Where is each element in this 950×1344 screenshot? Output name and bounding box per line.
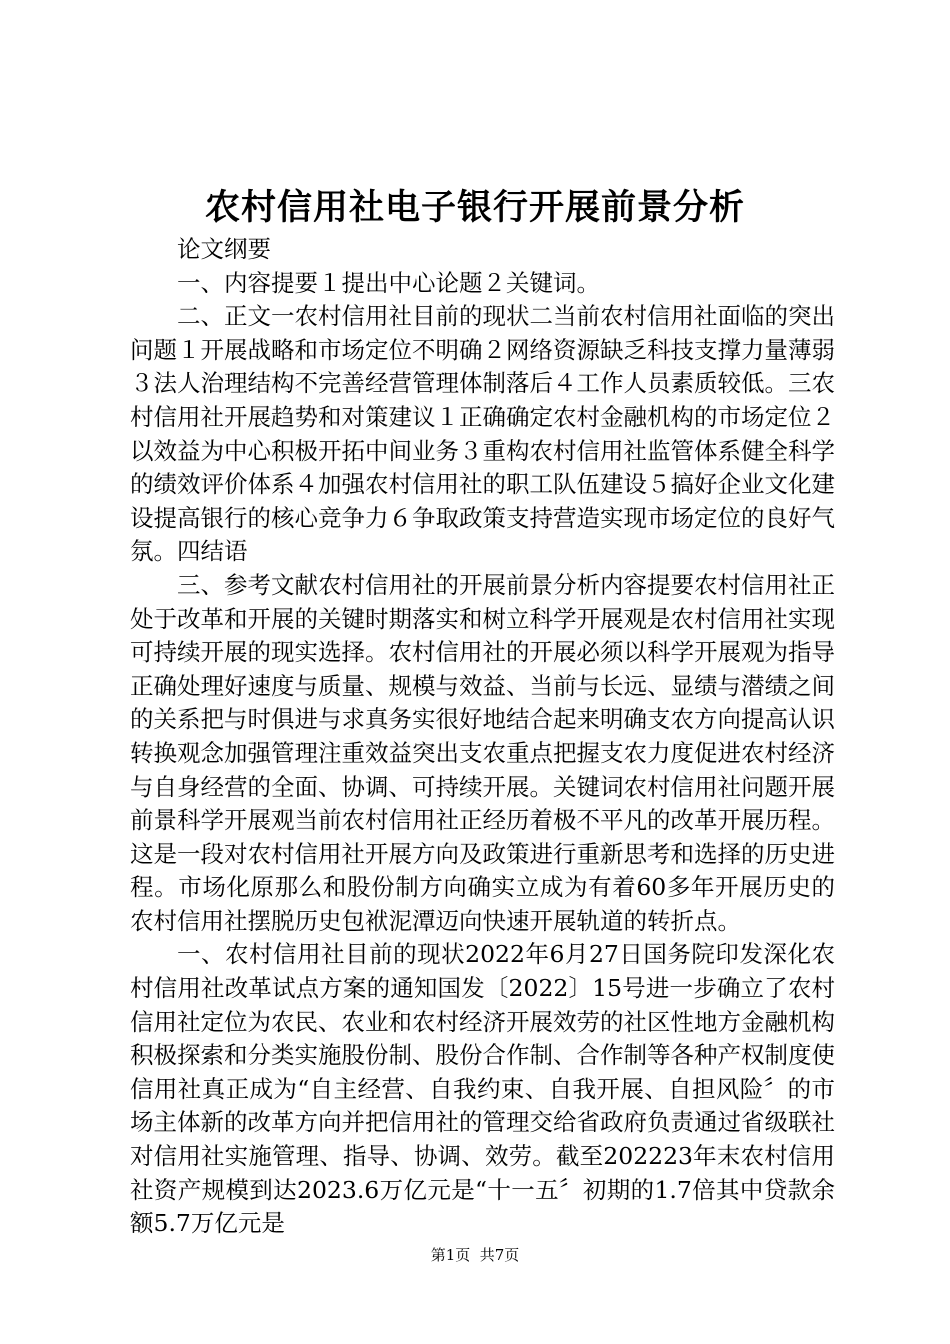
section-current-status: 一、农村信用社目前的现状2022年6月27日国务院印发深化农村信用社改革试点方案的通知国发〔2022〕15号进一步确立了农村信用社定位为农民、农业和农村经济开展效劳的社区性地方金融机构积极探索和分类实施股份制、股份合作制、合作制等各种产权制度使信用社真正成为“自主经营、自我约束、自我开展、自担风险〞的市场主体新的改革方向并把信用社的管理交给省政府负责通过省级联社对信用社实施管理、指导、协调、效劳。截至202223年末农村信用社资产规模到达2023.6万亿元是“十一五〞初期的1.7倍其中贷款余额5.7万亿元是 [130, 940, 835, 1238]
outline-item-main-text: 二、正文一农村信用社目前的现状二当前农村信用社面临的突出问题１开展战略和市场定位不明确２网络资源缺乏科技支撑力量薄弱３法人治理结构不完善经营管理体制落后４工作人员素质较低。三农村信用社开展趋势和对策建议１正确确定农村金融机构的市场定位２以效益为中心积极开拓中间业务３重构农村信用社监管体系健全科学的绩效评价体系４加强农村信用社的职工队伍建设５搞好企业文化建设提高银行的核心竞争力６争取政策支持营造实现市场定位的良好气氛。四结语 [130, 302, 835, 566]
page-number: 第1页 共7页 [430, 1246, 520, 1264]
document-title: 农村信用社电子银行开展前景分析 [204, 188, 745, 228]
document-body [130, 233, 835, 1241]
page-footer [0, 1244, 950, 1266]
outline-heading: 论文纲要 [177, 235, 271, 263]
outline-item-references-and-abstract: 三、参考文献农村信用社的开展前景分析内容提要农村信用社正处于改革和开展的关键时期落实和树立科学开展观是农村信用社实现可持续开展的现实选择。农村信用社的开展必须以科学开展观为指导正确处理好速度与质量、规模与效益、当前与长远、显绩与潜绩之间的关系把与时俱进与求真务实很好地结合起来明确支农方向提高认识转换观念加强管理注重效益突出支农重点把握支农力度促进农村经济与自身经营的全面、协调、可持续开展。关键词农村信用社问题开展前景科学开展观当前农村信用社正经历着极不平凡的改革开展历程。这是一段对农村信用社开展方向及政策进行重新思考和选择的历史进程。市场化原那么和股份制方向确实立成为有着60多年开展历史的农村信用社摆脱历史包袱泥潭迈向快速开展轨道的转折点。 [130, 570, 835, 935]
outline-item-summary: 一、内容提要１提出中心论题２关键词。 [177, 268, 600, 297]
